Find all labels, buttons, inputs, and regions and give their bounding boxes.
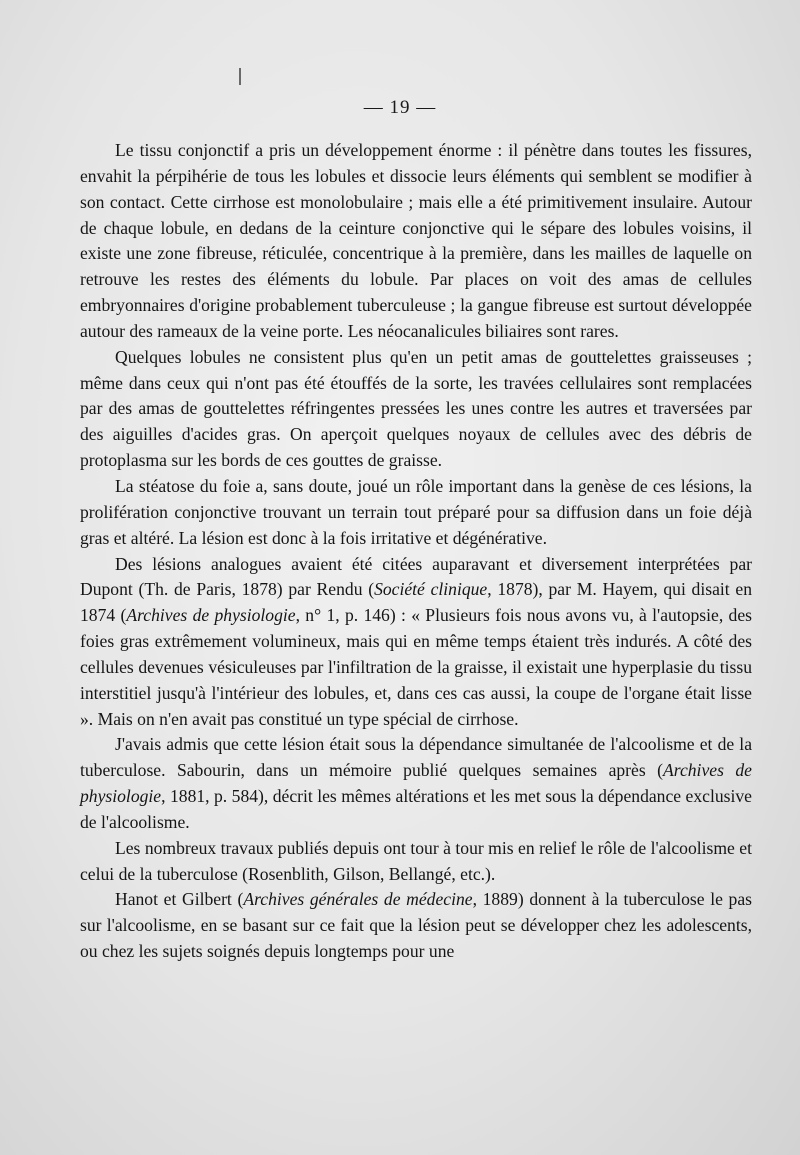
paragraph-5	[80, 732, 752, 835]
text-run: , 1878), par M. Hayem, qui disait en 1874 (	[80, 579, 752, 626]
journal-title: Archives de physiologie	[80, 760, 752, 807]
journal-title: Société clinique	[374, 579, 488, 600]
paragraph-3	[80, 474, 752, 552]
text-run: , 1889) donnent à la tuberculose le pas sur l'alcoolisme, en se basant sur ce fait que la lésion peut se développer chez les adolescents, ou chez les sujets soignés depuis longtemps pour une	[80, 889, 752, 962]
body-text	[80, 138, 752, 965]
paragraph-4	[80, 552, 752, 733]
page-number: — 19 —	[363, 97, 437, 118]
paragraph-1	[80, 138, 752, 345]
text-run: La stéatose du foie a, sans doute, joué un rôle important dans la genèse de ces lésions, la prolifération conjonctive trouvant un terrain tout préparé pour sa diffusion dans un foie déjà gras et altéré. La lésion est donc à la fois irritative et dégénérative.	[80, 475, 752, 548]
journal-title: Archives de physiologie	[126, 605, 296, 626]
paragraph-6	[80, 836, 752, 888]
text-run: J'avais admis que cette lésion était sous la dépendance simultanée de l'alcoolisme et de la tuberculose. Sabourin, dans un mémoire publié quelques semaines après (	[80, 734, 752, 781]
text-run: , n° 1, p. 146) : « Plusieurs fois nous avons vu, à l'autopsie, des foies gras extrêmement volumineux, mais qui en même temps étaient très indurés. A côté des cellules devenues vésiculeuses par l'infiltration de la graisse, il existait une hyperplasie du tissu interstitiel jusqu'à l'intérieur des lobules, et, dans ces cas aussi, la coupe de l'organe était lisse ». Mais on n'en avait pas constitué un type spécial de cirrhose.	[80, 605, 752, 729]
text-run: , 1881, p. 584), décrit les mêmes altérations et les met sous la dépendance exclusive de l'alcoolisme.	[80, 786, 752, 832]
journal-title: Archives générales de médecine	[243, 889, 473, 910]
text-run: Hanot et Gilbert (	[115, 889, 244, 910]
paragraph-7	[80, 887, 752, 965]
text-run: Des lésions analogues avaient été citées auparavant et diversement interprétées par Dupont (Th. de Paris, 1878) par Rendu (	[80, 553, 752, 600]
margin-mark	[239, 68, 241, 85]
paragraph-2	[80, 345, 752, 474]
text-run: Les nombreux travaux publiés depuis ont tour à tour mis en relief le rôle de l'alcoolisme et celui de la tuberculose (Rosenblith, Gilson, Bellangé, etc.).	[80, 837, 752, 884]
text-run: Quelques lobules ne consistent plus qu'en un petit amas de gouttelettes graisseuses ; même dans ceux qui n'ont pas été étouffés de la sorte, les travées cellulaires sont remplacées par des amas de gouttelettes réfringentes pressées les unes contre les autres et traversées par des aiguilles d'acides gras. On aperçoit quelques noyaux de cellules avec des débris de protoplasma sur les bords de ces gouttes de graisse.	[80, 346, 752, 471]
text-run: Le tissu conjonctif a pris un développement énorme : il pénètre dans toutes les fissures, envahit la pérpihérie de tous les lobules et dissocie leurs éléments qui semblent se modifier à son contact. Cette cirrhose est monolobulaire ; mais elle a été primitivement insulaire. Autour de chaque lobule, en dedans de la ceinture conjonctive qui le sépare des lobules voisins, il existe une zone fibreuse, réticulée, concentrique à la première, dans les mailles de laquelle on retrouve les restes des éléments du lobule. Par places on voit des amas de cellules embryonnaires d'origine probablement tuberculeuse ; la gangue fibreuse est surtout développée autour des rameaux de la veine porte. Les néocanalicules biliaires sont rares.	[80, 140, 752, 341]
